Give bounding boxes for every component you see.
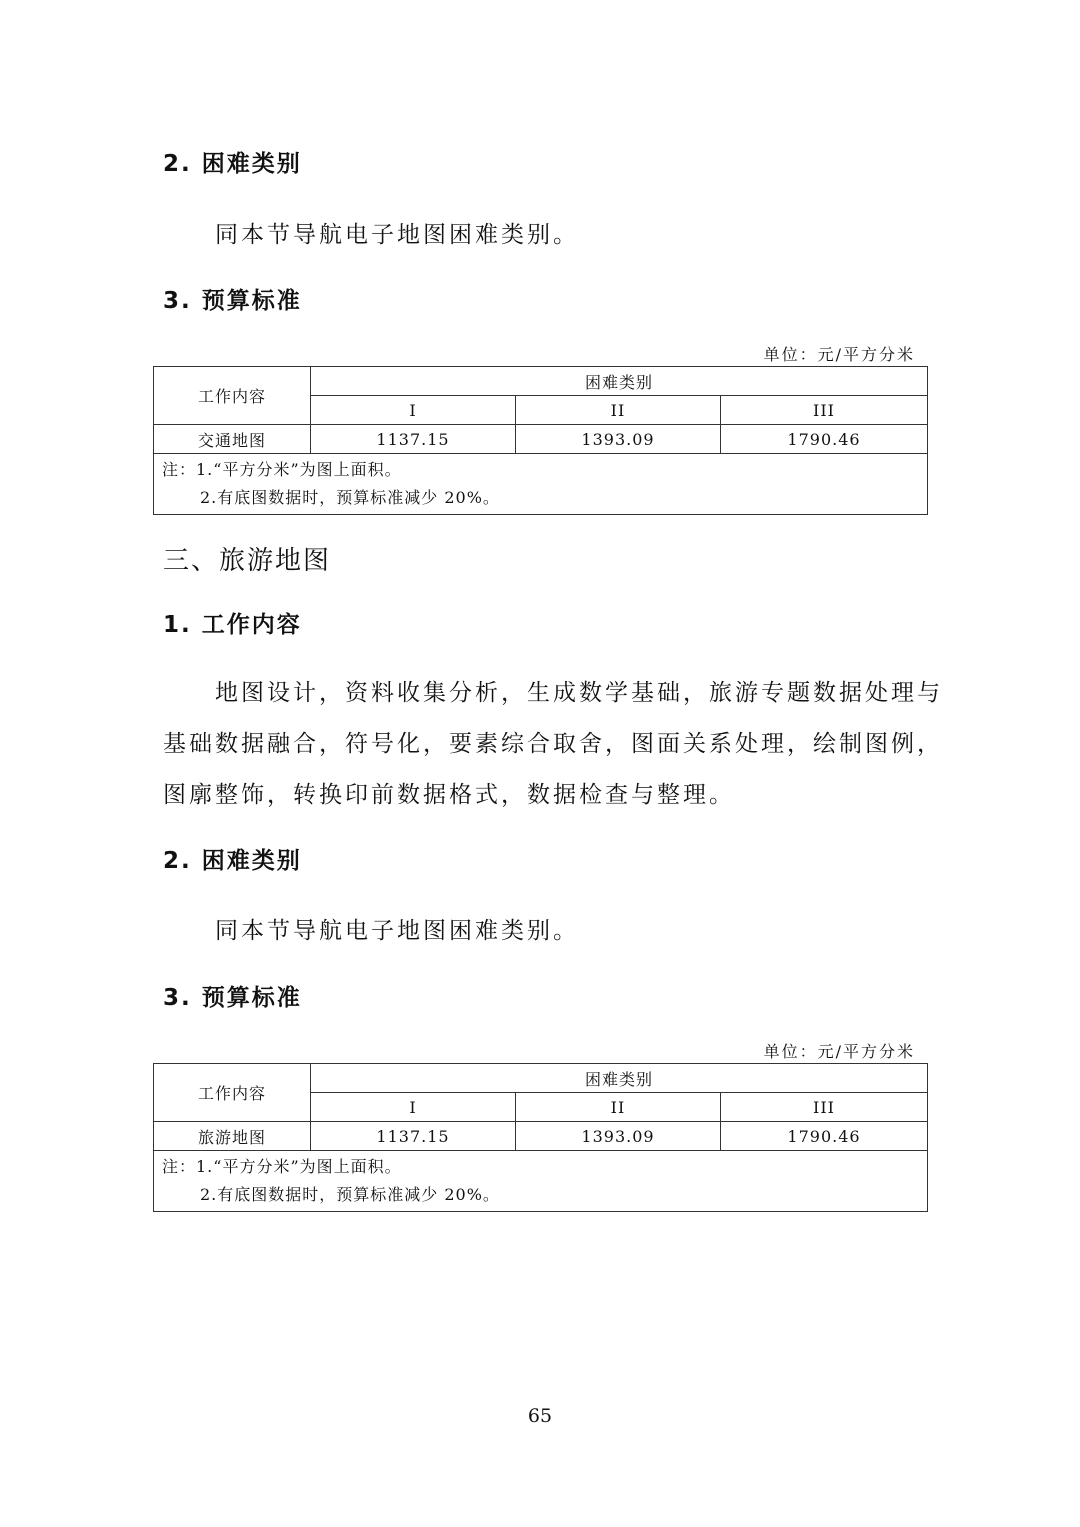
level-1: I (311, 396, 516, 425)
work-line-1: 地图设计，资料收集分析，生成数学基础，旅游专题数据处理与 (215, 680, 943, 706)
section-title: 三、旅游地图 (163, 546, 332, 576)
budget-table (153, 366, 928, 515)
level-3: III (721, 396, 928, 425)
difficulty-text-2: 同本节导航电子地图困难类别。 (215, 918, 579, 944)
note-line-1: 注：1.“平方分米”为图上面积。 (162, 1157, 402, 1176)
row-label: 旅游地图 (154, 1122, 311, 1151)
header-difficulty: 困难类别 (311, 367, 928, 396)
unit-label: 单位：元/平方分米 (763, 345, 915, 364)
difficulty-heading: 2. 困难类别 (163, 151, 302, 177)
note-line-2: 2.有底图数据时，预算标准减少 20%。 (200, 488, 500, 507)
value-level-2: 1393.09 (516, 1122, 721, 1151)
work-line-3: 图廓整饰，转换印前数据格式，数据检查与整理。 (163, 782, 735, 808)
page-number: 65 (527, 1405, 553, 1427)
difficulty-text: 同本节导航电子地图困难类别。 (215, 222, 579, 248)
budget-table-2 (153, 1063, 928, 1212)
difficulty-heading-2: 2. 困难类别 (163, 848, 302, 874)
row-label: 交通地图 (154, 425, 311, 454)
note-line-2: 2.有底图数据时，预算标准减少 20%。 (200, 1185, 500, 1204)
header-work-content: 工作内容 (154, 1064, 311, 1122)
table-note (154, 1151, 928, 1212)
value-level-1: 1137.15 (311, 425, 516, 454)
work-heading: 1. 工作内容 (163, 612, 302, 638)
value-level-3: 1790.46 (721, 1122, 928, 1151)
level-1: I (311, 1093, 516, 1122)
budget-heading-2: 3. 预算标准 (163, 985, 302, 1011)
header-work-content: 工作内容 (154, 367, 311, 425)
value-level-2: 1393.09 (516, 425, 721, 454)
budget-heading: 3. 预算标准 (163, 288, 302, 314)
value-level-1: 1137.15 (311, 1122, 516, 1151)
value-level-3: 1790.46 (721, 425, 928, 454)
work-line-2: 基础数据融合，符号化，要素综合取舍，图面关系处理，绘制图例， (163, 731, 943, 757)
level-2: II (516, 1093, 721, 1122)
unit-label-2: 单位：元/平方分米 (763, 1042, 915, 1061)
table-note (154, 454, 928, 515)
note-line-1: 注：1.“平方分米”为图上面积。 (162, 460, 402, 479)
header-difficulty: 困难类别 (311, 1064, 928, 1093)
level-2: II (516, 396, 721, 425)
level-3: III (721, 1093, 928, 1122)
